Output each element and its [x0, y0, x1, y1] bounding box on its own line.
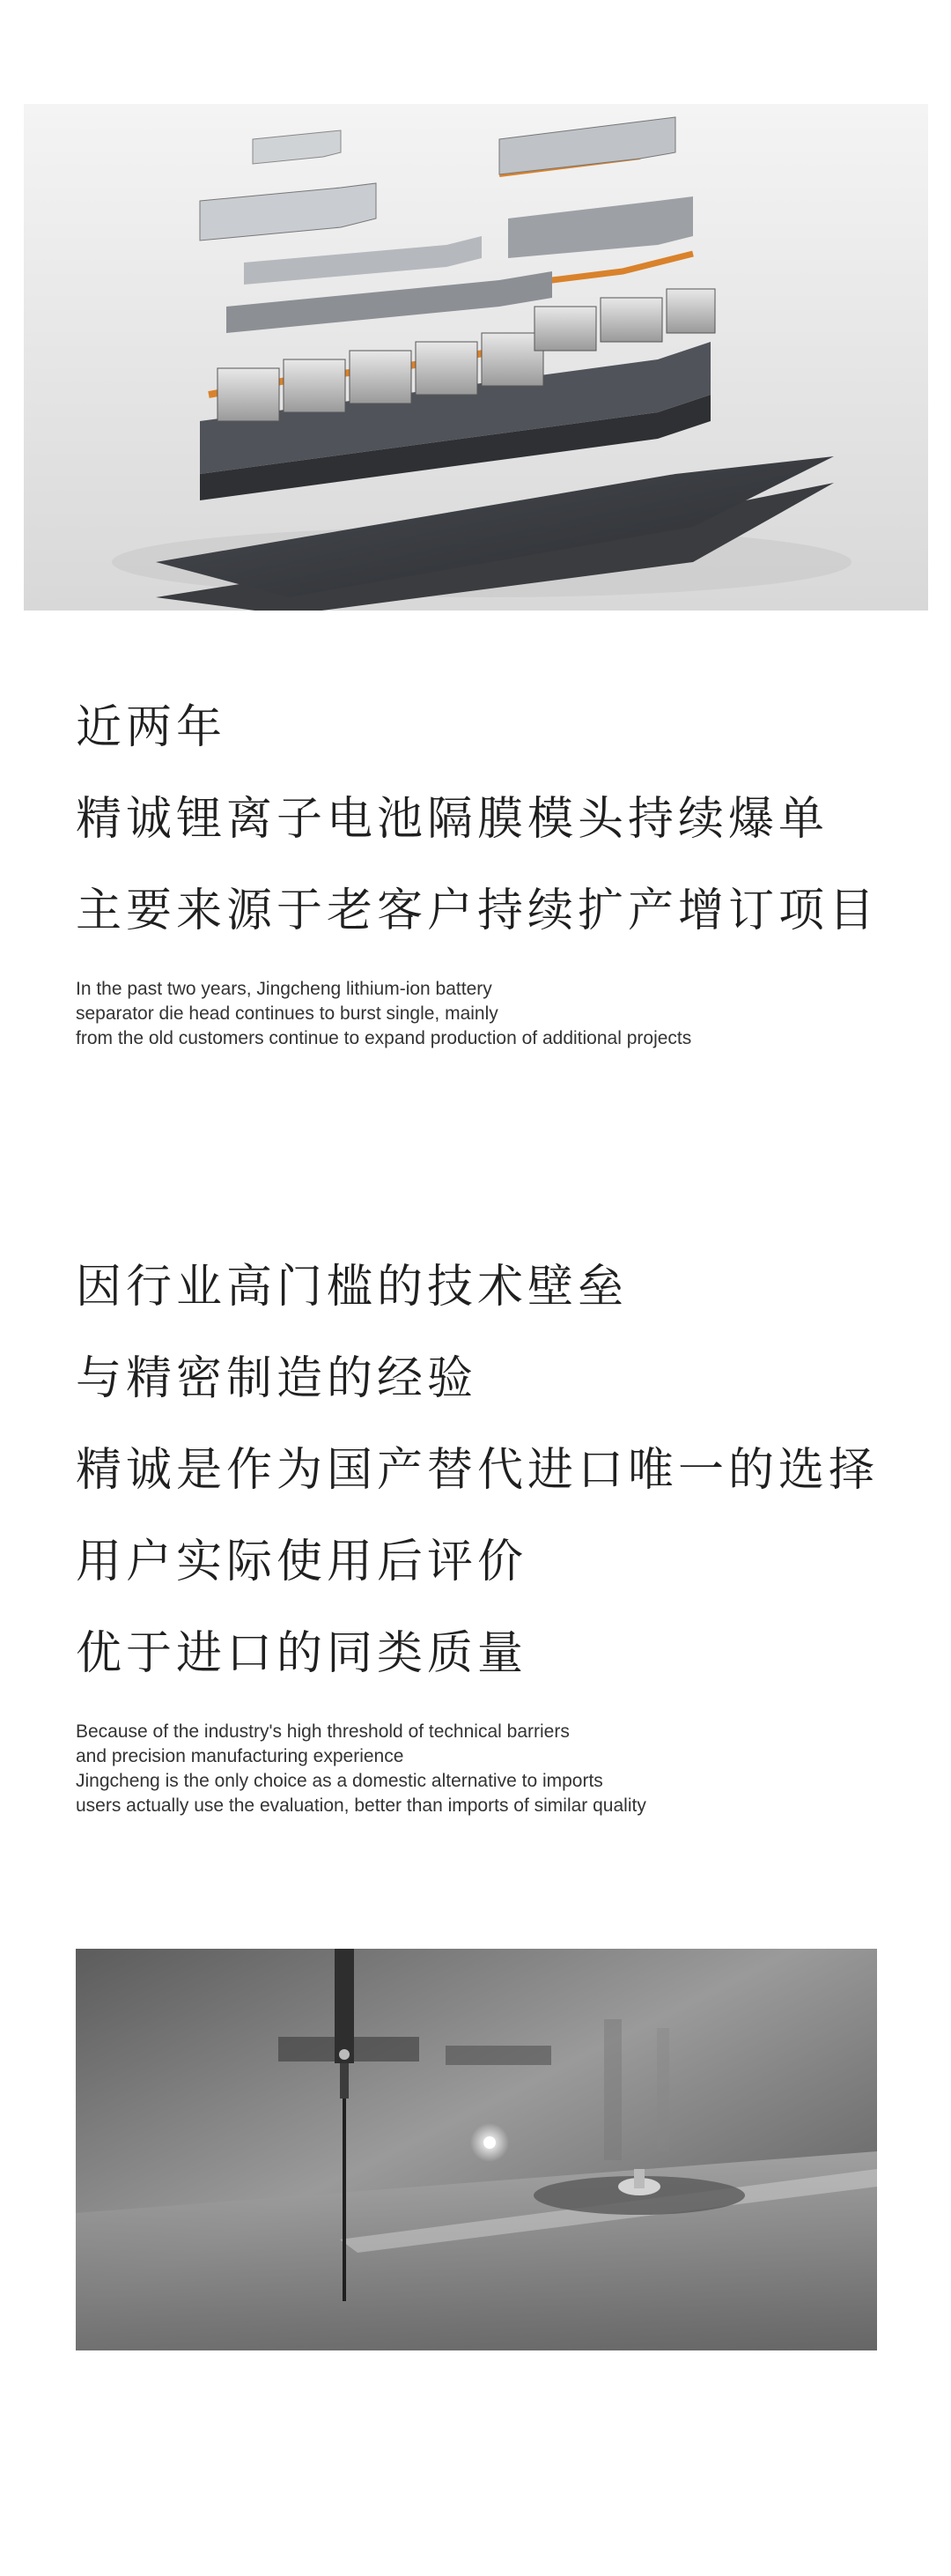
english-caption-line: Because of the industry's high threshold of technical barriers — [76, 1721, 570, 1742]
headline-line: 近两年 — [76, 701, 227, 754]
precision-probe-image — [76, 1949, 877, 2350]
english-caption-line: separator die head continues to burst single, mainly — [76, 1003, 498, 1024]
english-caption-line: In the past two years, Jingcheng lithium-ion battery — [76, 979, 492, 999]
english-caption-line: from the old customers continue to expand production of additional projects — [76, 1028, 692, 1048]
headline-line: 精诚锂离子电池隔膜模头持续爆单 — [76, 793, 829, 846]
english-caption-line: Jingcheng is the only choice as a domestic alternative to imports — [76, 1771, 603, 1791]
precision-probe-illustration — [76, 1949, 877, 2350]
headline-line: 用户实际使用后评价 — [76, 1536, 528, 1588]
battery-pack-illustration — [24, 104, 928, 611]
battery-pack-image — [24, 104, 928, 611]
intro-text-block — [76, 701, 921, 1048]
headline-line: 精诚是作为国产替代进口唯一的选择 — [76, 1444, 880, 1497]
headline-line: 优于进口的同类质量 — [76, 1627, 528, 1680]
headline-line: 主要来源于老客户持续扩产增订项目 — [76, 885, 880, 937]
advantage-text-block — [76, 1261, 921, 1828]
headline-line: 与精密制造的经验 — [76, 1352, 478, 1405]
english-caption-line: and precision manufacturing experience — [76, 1746, 404, 1766]
headline-line: 因行业高门槛的技术壁垒 — [76, 1261, 629, 1314]
english-caption-line: users actually use the evaluation, better than imports of similar quality — [76, 1795, 646, 1816]
